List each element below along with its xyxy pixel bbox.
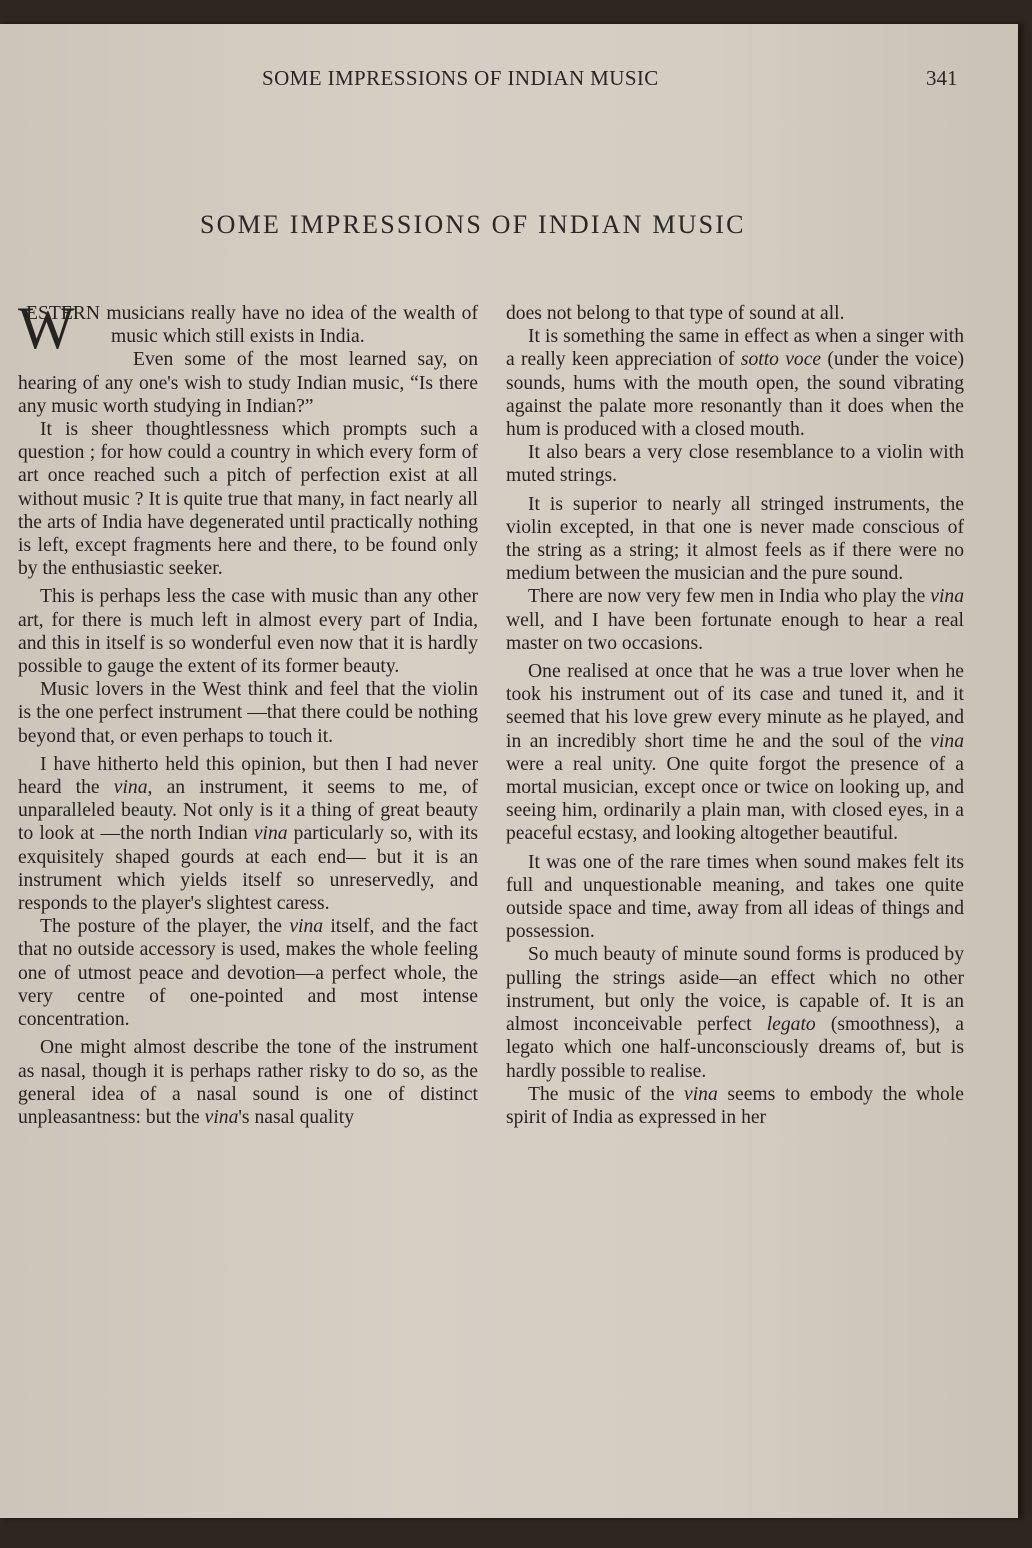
italic-term: vina (289, 916, 324, 938)
opening-paragraph: W ESTERN musicians really have no idea of the wealth of music which still exists in India. (18, 295, 478, 361)
paragraph: There are now very few men in India who play the vina well, and I have been fortunate enough to hear a real master on two occasions. (506, 586, 964, 654)
paragraph: It is sheer thoughtlessness which prompts such a question ; for how could a country in which every form of art once reached such a pitch of perfection exist at all without music ? It is quite true that many, in fact nearly all the arts of India have degenerated until practically nothing is left, except fragments here and there, to be found only by the enthusiastic seeker. (18, 419, 478, 580)
paragraph: It also bears a very close resemblance to a violin with muted strings. (506, 442, 964, 487)
italic-term: vina (113, 777, 148, 799)
paragraph: I have hitherto held this opinion, but then I had never heard the vina, an instrument, it seems to me, of unparalleled beauty. Not only is it a thing of great beauty to look at —the north Indian vina particularly so, with its exquisitely shaped gourds at each end— but it is an instrument which yields itself so unreservedly, and responds to the player's slightest caress. (18, 753, 478, 915)
paragraph: It was one of the rare times when sound makes felt its full and unquestionable meaning, and takes one quite outside space and time, away from all ideas of things and possession. (506, 851, 964, 943)
italic-term: legato (766, 1014, 816, 1036)
paragraph: does not belong to that type of sound at all. (506, 303, 845, 324)
right-column (506, 302, 964, 1129)
book-page (0, 24, 1018, 1518)
italic-term: vina (930, 586, 964, 608)
paragraph: Music lovers in the West think and feel that the violin is the one perfect instrument —that there could be nothing beyond that, or even perhaps to touch it. (18, 679, 478, 747)
italic-term: sotto voce (740, 349, 822, 371)
paragraph: The music of the vina seems to embody the whole spirit of India as expressed in her (506, 1083, 964, 1128)
italic-term: vina (204, 1106, 239, 1128)
italic-term: vina (253, 823, 288, 845)
paragraph: This is perhaps less the case with music than any other art, for there is much left in almost every part of India, and this in itself is so wonderful even now that it is hardly possible to gauge the extent of its former beauty. (18, 586, 478, 678)
page-number: 341 (926, 66, 958, 90)
paragraph: Even some of the most learned say, on hearing of any one's wish to study Indian music, “Is there any music worth studying in Indian?” (18, 349, 478, 417)
opening-text: ESTERN musicians really have no idea of the wealth of music which still exists in India. (26, 303, 478, 348)
article-title: SOME IMPRESSIONS OF INDIAN MUSIC (200, 210, 746, 239)
left-column (18, 295, 478, 1129)
paragraph: One realised at once that he was a true lover when he took his instrument out of its case and tuned it, and it seemed that his love grew every minute as he played, and in an incredibly short time he and the soul of the vina were a real unity. One quite forgot the presence of a mortal musician, except once or twice on looking up, and seeing him, ordinarily a plain man, with closed eyes, in a peaceful ecstasy, and looking altogether beautiful. (506, 661, 964, 845)
italic-term: vina (930, 730, 964, 752)
paragraph: It is superior to nearly all stringed instruments, the violin excepted, in that one is never made conscious of the string as a string; it almost feels as if there were no medium between the musician and the pure sound. (506, 493, 964, 585)
italic-term: vina (684, 1083, 718, 1105)
paragraph: One might almost describe the tone of the instrument as nasal, though it is perhaps rather risky to do so, as the general idea of a nasal sound is one of distinct unpleasantness: but the vina's nasal quality (18, 1037, 478, 1128)
paragraph: It is something the same in effect as when a singer with a really keen appreciation of sotto voce (under the voice) sounds, hums with the mouth open, the sound vibrating against the palate more resonantly than it does when the hum is produced with a closed mouth. (506, 326, 964, 441)
running-head: SOME IMPRESSIONS OF INDIAN MUSIC (262, 66, 659, 90)
paragraph: So much beauty of minute sound forms is produced by pulling the strings aside—an effect which no other instrument, but only the voice, is capable of. It is an almost inconceivable perfect legato (smoothness), a legato which one half-unconsciously dreams of, but is hardly possible to realise. (506, 944, 965, 1082)
paragraph: The posture of the player, the vina itself, and the fact that no outside accessory is used, makes the whole feeling one of utmost peace and devotion—a perfect whole, the very centre of one-pointed and most intense concentration. (18, 916, 478, 1031)
